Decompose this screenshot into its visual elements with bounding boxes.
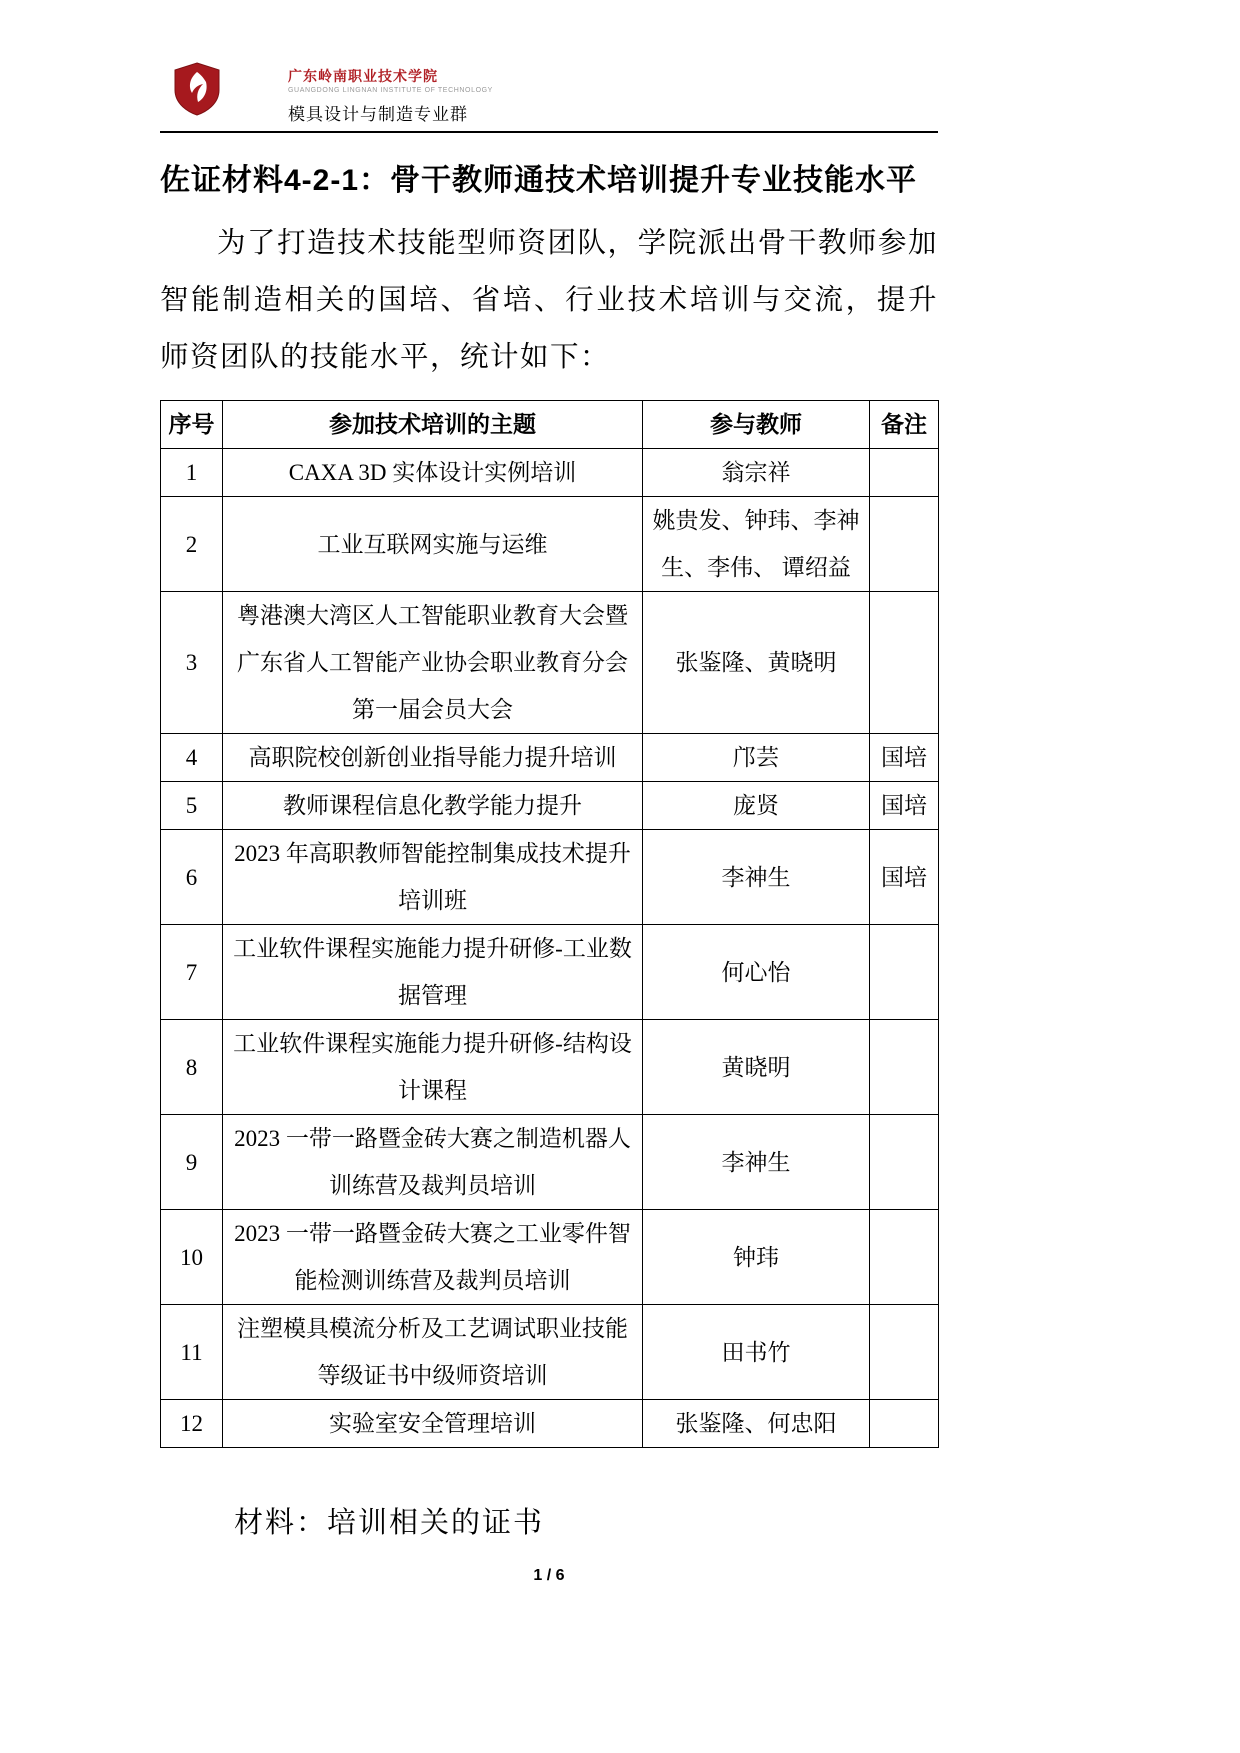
- topic-cell: 工业软件课程实施能力提升研修-工业数据管理: [223, 925, 643, 1020]
- row-number-cell: 6: [161, 830, 223, 925]
- row-number-cell: 4: [161, 734, 223, 782]
- note-cell: [870, 1020, 939, 1115]
- table-row: [161, 1115, 939, 1210]
- intro-paragraph: 为了打造技术技能型师资团队，学院派出骨干教师参加智能制造相关的国培、省培、行业技术培训与交流，提升师资团队的技能水平，统计如下：: [160, 228, 938, 373]
- table-row: [161, 1020, 939, 1115]
- training-table: [160, 400, 939, 1448]
- table-row: [161, 734, 939, 782]
- table-row: [161, 782, 939, 830]
- note-cell: 国培: [870, 830, 939, 925]
- row-number-cell: 5: [161, 782, 223, 830]
- header-cell-note: 备注: [870, 401, 939, 449]
- row-number-cell: 9: [161, 1115, 223, 1210]
- topic-cell: 实验室安全管理培训: [223, 1400, 643, 1448]
- document-header: [160, 62, 938, 133]
- note-cell: [870, 1400, 939, 1448]
- note-cell: [870, 925, 939, 1020]
- header-cell-topic: 参加技术培训的主题: [223, 401, 643, 449]
- table-header-row: [161, 401, 939, 449]
- table-row: [161, 830, 939, 925]
- department-name: 模具设计与制造专业群: [288, 105, 468, 124]
- table-row: [161, 925, 939, 1020]
- topic-cell: 工业互联网实施与运维: [223, 497, 643, 592]
- row-number-cell: 3: [161, 592, 223, 734]
- teachers-cell: 张鉴隆、何忠阳: [643, 1400, 870, 1448]
- note-cell: 国培: [870, 734, 939, 782]
- document-content: [160, 62, 938, 1585]
- row-number-cell: 7: [161, 925, 223, 1020]
- school-logo-icon: [174, 62, 220, 116]
- teachers-cell: 姚贵发、钟玮、李神生、李伟、 谭绍益: [643, 497, 870, 592]
- header-cell-no: 序号: [161, 401, 223, 449]
- topic-cell: 粤港澳大湾区人工智能职业教育大会暨广东省人工智能产业协会职业教育分会第一届会员大会: [223, 592, 643, 734]
- note-cell: [870, 1210, 939, 1305]
- materials-note: 材料：培训相关的证书: [234, 1507, 545, 1539]
- row-number-cell: 11: [161, 1305, 223, 1400]
- note-cell: [870, 1115, 939, 1210]
- topic-cell: 2023 一带一路暨金砖大赛之工业零件智能检测训练营及裁判员培训: [223, 1210, 643, 1305]
- topic-cell: 注塑模具模流分析及工艺调试职业技能等级证书中级师资培训: [223, 1305, 643, 1400]
- note-cell: [870, 592, 939, 734]
- table-row: [161, 449, 939, 497]
- topic-cell: 2023 年高职教师智能控制集成技术提升培训班: [223, 830, 643, 925]
- note-cell: [870, 497, 939, 592]
- teachers-cell: 钟玮: [643, 1210, 870, 1305]
- teachers-cell: 李神生: [643, 830, 870, 925]
- teachers-cell: 庞贤: [643, 782, 870, 830]
- table-row: [161, 592, 939, 734]
- row-number-cell: 8: [161, 1020, 223, 1115]
- note-cell: [870, 449, 939, 497]
- table-row: [161, 497, 939, 592]
- teachers-cell: 翁宗祥: [643, 449, 870, 497]
- teachers-cell: 黄晓明: [643, 1020, 870, 1115]
- topic-cell: 工业软件课程实施能力提升研修-结构设计课程: [223, 1020, 643, 1115]
- row-number-cell: 12: [161, 1400, 223, 1448]
- topic-cell: 2023 一带一路暨金砖大赛之制造机器人训练营及裁判员培训: [223, 1115, 643, 1210]
- note-cell: 国培: [870, 782, 939, 830]
- table-row: [161, 1400, 939, 1448]
- row-number-cell: 1: [161, 449, 223, 497]
- header-cell-teachers: 参与教师: [643, 401, 870, 449]
- table-row: [161, 1305, 939, 1400]
- topic-cell: 高职院校创新创业指导能力提升培训: [223, 734, 643, 782]
- teachers-cell: 邝芸: [643, 734, 870, 782]
- teachers-cell: 何心怡: [643, 925, 870, 1020]
- page-title: 佐证材料4-2-1：骨干教师通技术培训提升专业技能水平: [160, 164, 918, 197]
- institution-name-en: GUANGDONG LINGNAN INSTITUTE OF TECHNOLOGY: [288, 87, 493, 94]
- page-number: 1 / 6: [533, 1567, 565, 1584]
- teachers-cell: 田书竹: [643, 1305, 870, 1400]
- row-number-cell: 10: [161, 1210, 223, 1305]
- row-number-cell: 2: [161, 497, 223, 592]
- teachers-cell: 张鉴隆、黄晓明: [643, 592, 870, 734]
- note-cell: [870, 1305, 939, 1400]
- topic-cell: CAXA 3D 实体设计实例培训: [223, 449, 643, 497]
- table-row: [161, 1210, 939, 1305]
- institution-name-cn: 广东岭南职业技术学院: [288, 68, 438, 84]
- teachers-cell: 李神生: [643, 1115, 870, 1210]
- topic-cell: 教师课程信息化教学能力提升: [223, 782, 643, 830]
